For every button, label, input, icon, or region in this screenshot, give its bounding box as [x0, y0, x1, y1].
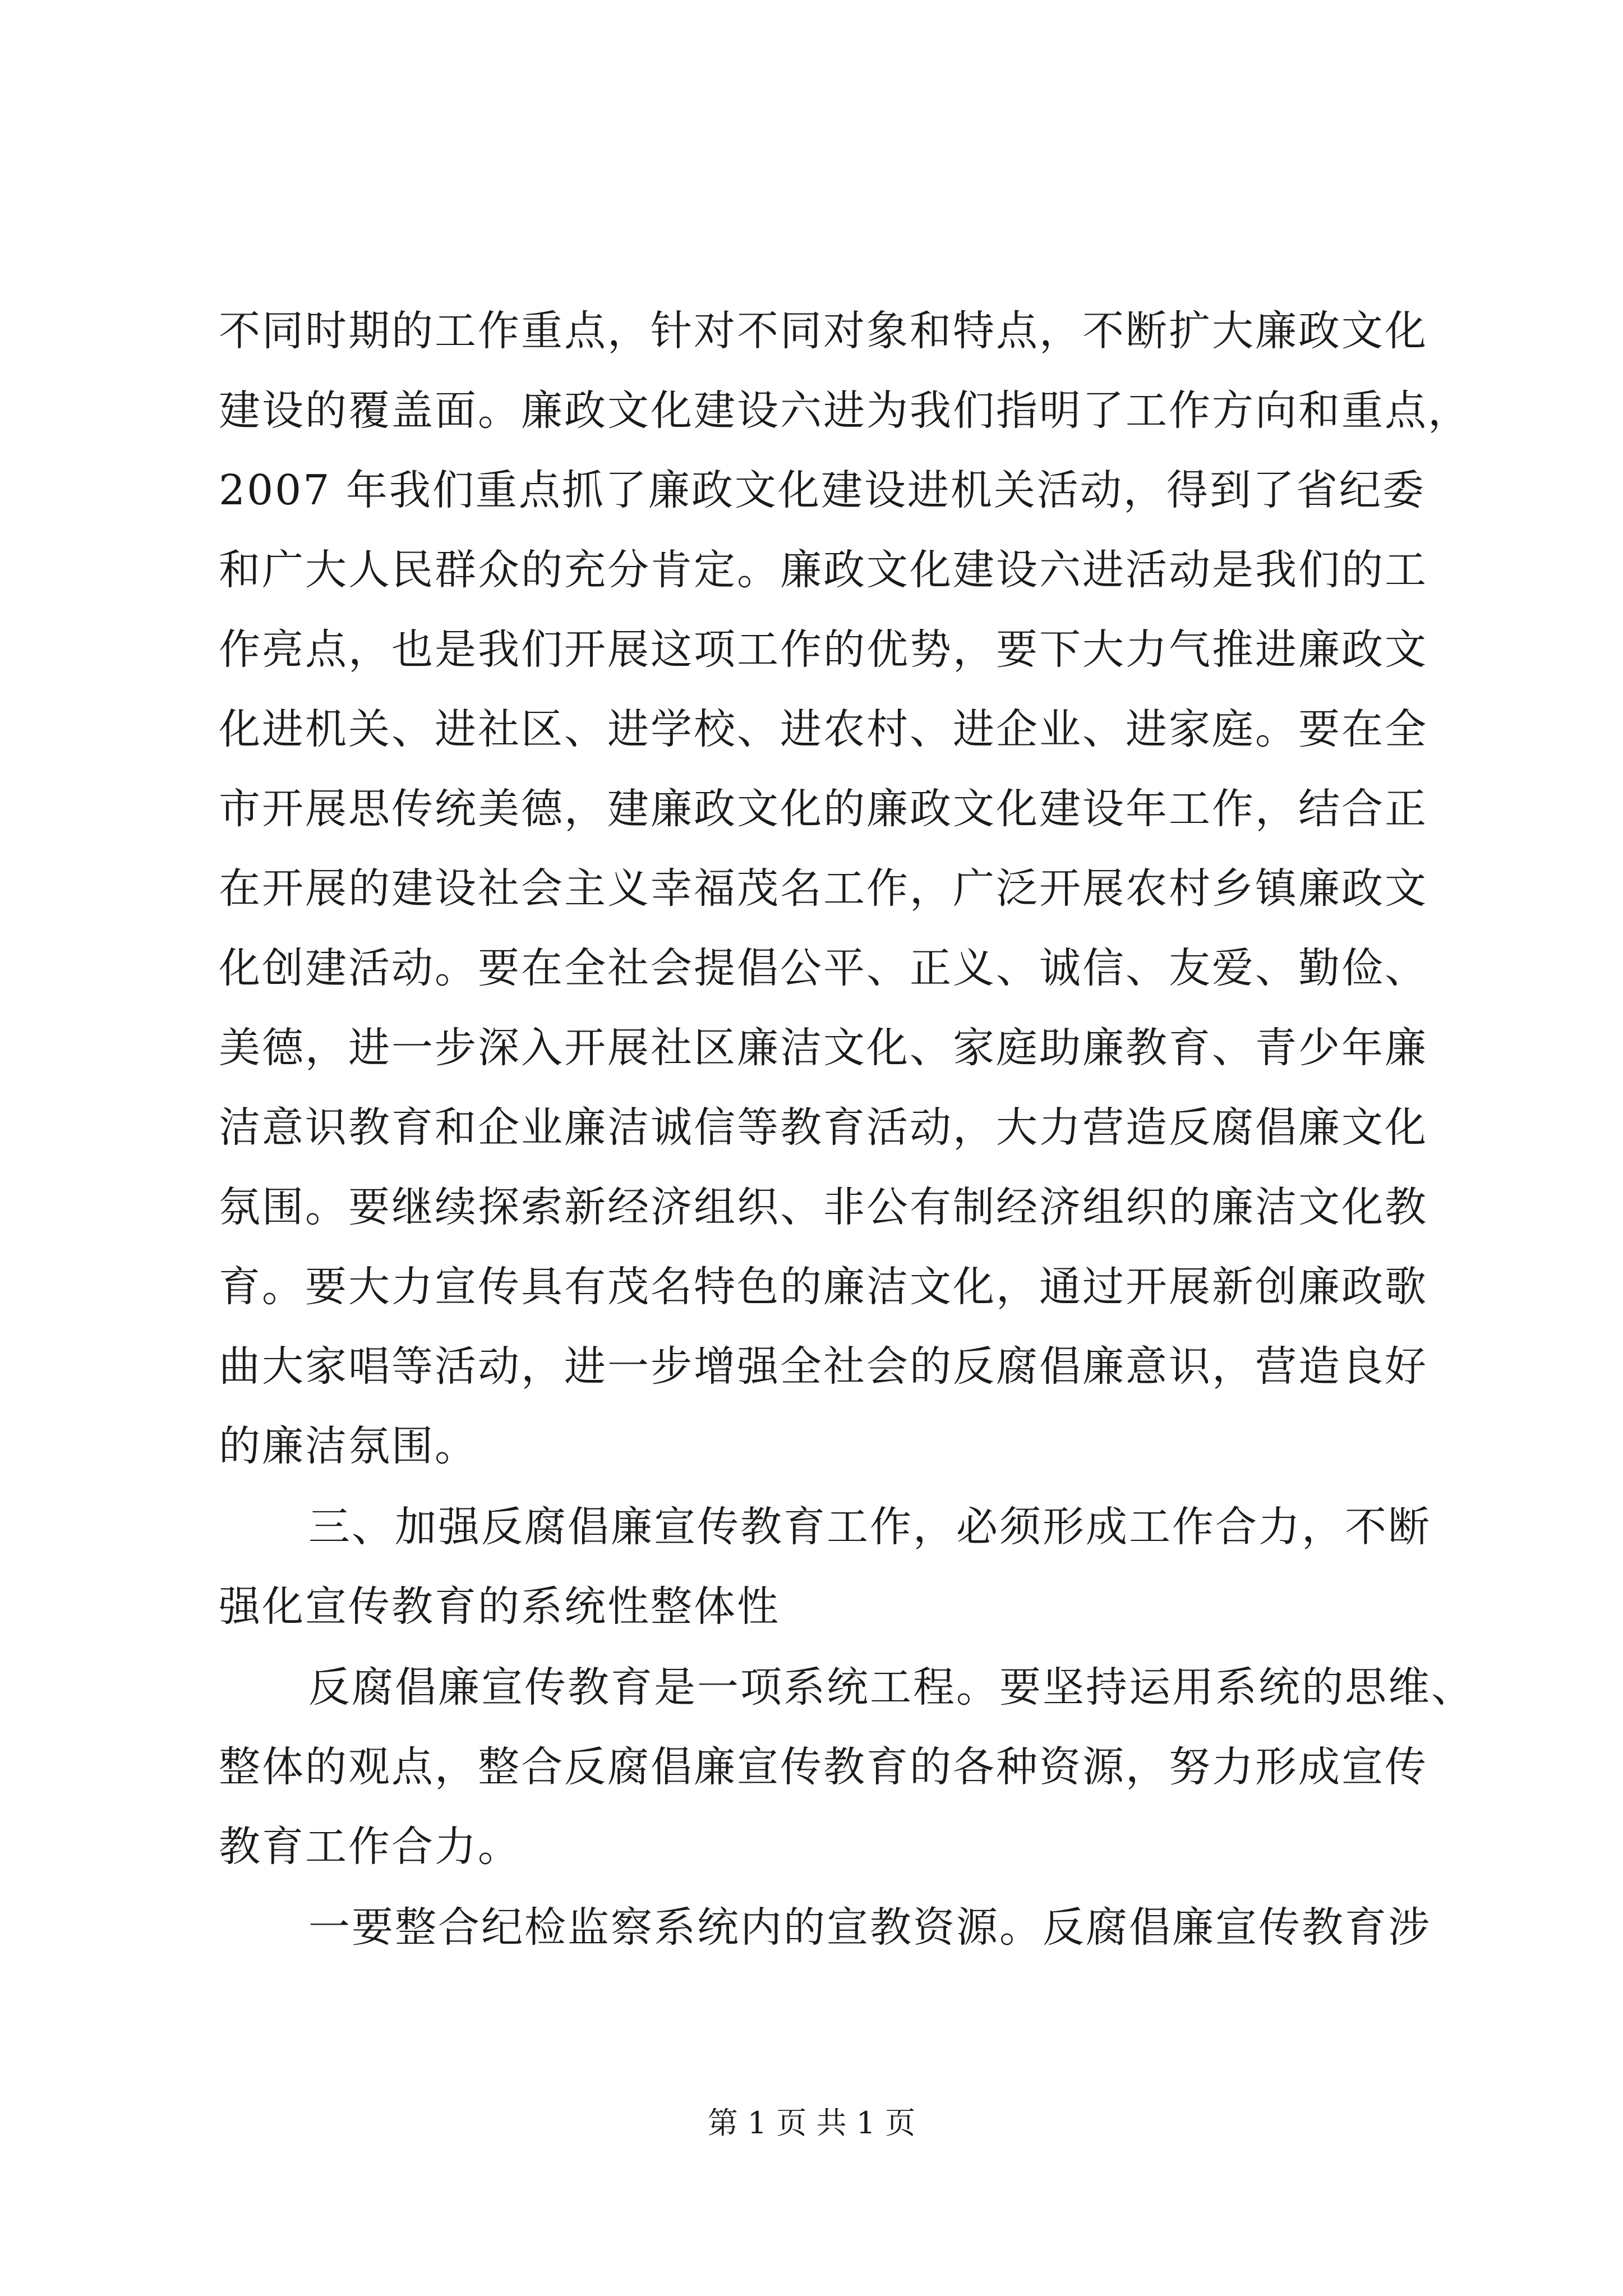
text-line: 教育工作合力。	[219, 1823, 521, 1871]
text-line: 和广大人民群众的充分肯定。廉政文化建设六进活动是我们的工	[219, 546, 1428, 594]
text-line: 市开展思传统美德，建廉政文化的廉政文化建设年工作，结合正	[219, 785, 1428, 833]
text-line: 化创建活动。要在全社会提倡公平、正义、诚信、友爱、勤俭、	[219, 944, 1428, 992]
text-line: 氛围。要继续探索新经济组织、非公有制经济组织的廉洁文化教	[219, 1183, 1428, 1231]
text-line: 曲大家唱等活动，进一步增强全社会的反腐倡廉意识，营造良好	[219, 1342, 1428, 1391]
text-line: 在开展的建设社会主义幸福茂名工作，广泛开展农村乡镇廉政文	[219, 864, 1428, 913]
text-line: 建设的覆盖面。廉政文化建设六进为我们指明了工作方向和重点，	[219, 386, 1471, 435]
text-line: 整体的观点，整合反腐倡廉宣传教育的各种资源，努力形成宣传	[219, 1743, 1428, 1791]
text-line: 洁意识教育和企业廉洁诚信等教育活动，大力营造反腐倡廉文化	[219, 1103, 1428, 1152]
text-line: 育。要大力宣传具有茂名特色的廉洁文化，通过开展新创廉政歌	[219, 1263, 1428, 1311]
page-number-footer: 第 1 页 共 1 页	[707, 2105, 916, 2141]
text-line: 2007 年我们重点抓了廉政文化建设进机关活动，得到了省纪委	[219, 466, 1426, 514]
section-heading-line: 三、加强反腐倡廉宣传教育工作，必须形成工作合力，不断	[308, 1503, 1431, 1551]
text-line: 一要整合纪检监察系统内的宣教资源。反腐倡廉宣传教育涉	[308, 1903, 1431, 1952]
text-line: 的廉洁氛围。	[219, 1422, 478, 1470]
text-line: 作亮点，也是我们开展这项工作的优势，要下大力气推进廉政文	[219, 625, 1428, 674]
text-line: 美德，进一步深入开展社区廉洁文化、家庭助廉教育、青少年廉	[219, 1024, 1428, 1072]
text-line: 反腐倡廉宣传教育是一项系统工程。要坚持运用系统的思维、	[308, 1663, 1474, 1711]
text-line: 不同时期的工作重点，针对不同对象和特点，不断扩大廉政文化	[219, 307, 1428, 355]
text-line: 化进机关、进社区、进学校、进农村、进企业、进家庭。要在全	[219, 705, 1428, 753]
section-heading-line: 强化宣传教育的系统性整体性	[219, 1582, 780, 1631]
